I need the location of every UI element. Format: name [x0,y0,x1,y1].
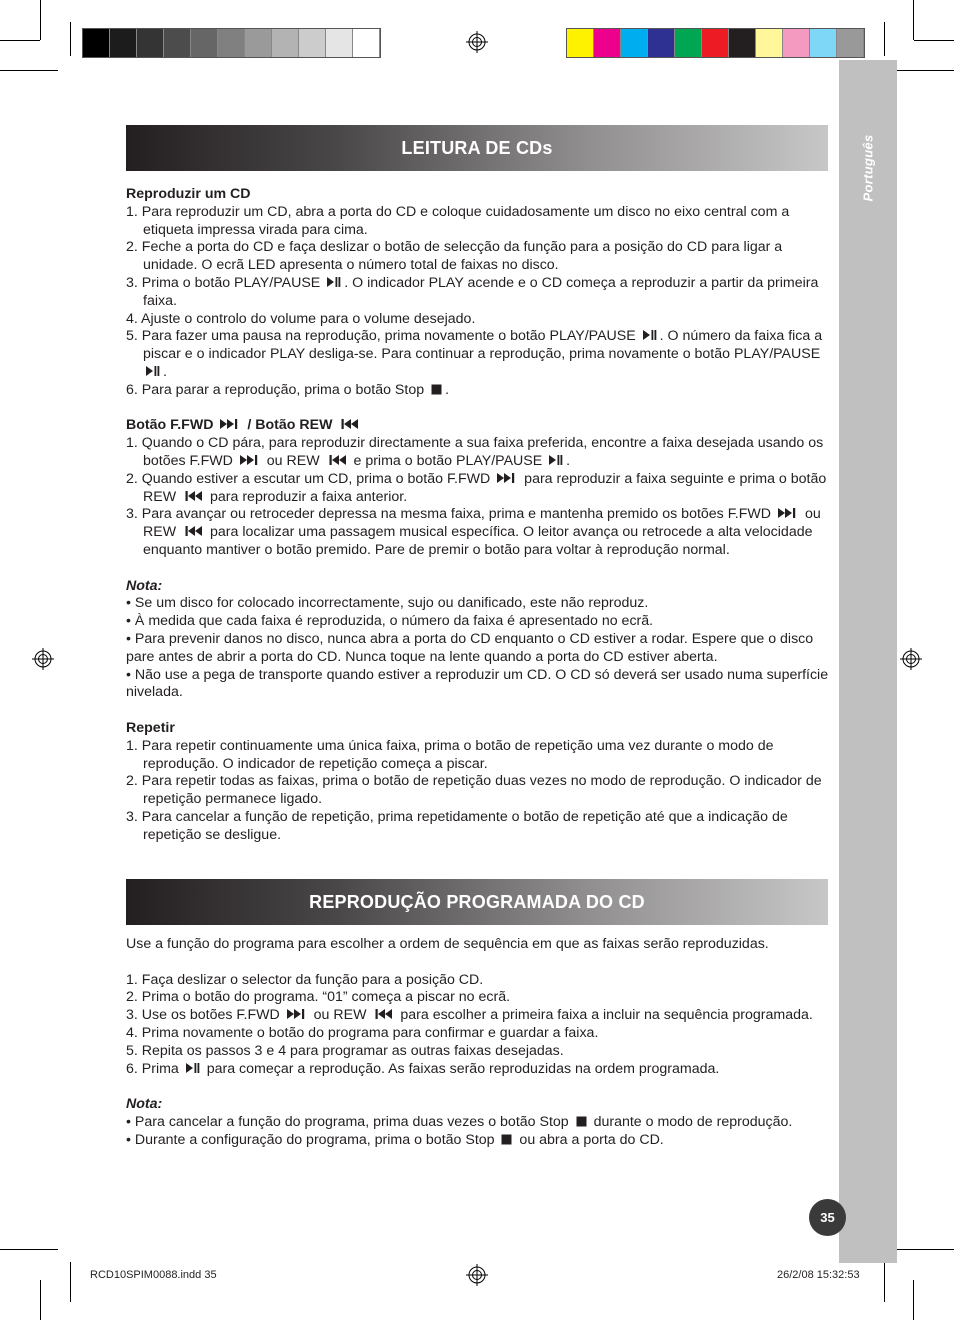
intro-text: Use a função do programa para escolher a ordem de sequência em que as faixas serão reproduzidas. [126,936,769,952]
list-item: 6. Para parar a reprodução, prima o botão Stop . [126,381,450,398]
play-pause-icon [643,329,657,341]
rewind-icon [327,454,347,466]
page-number: 35 [809,1199,846,1236]
list-item: 4. Ajuste o controlo do volume para o volume desejado. [126,310,476,327]
programmed-playback-content [126,936,832,1150]
language-side-tab [839,60,897,1263]
footer-timestamp: 26/2/08 15:32:53 [777,1269,860,1281]
list-item: 4. Prima novamente o botão do programa para confirmar e guardar a faixa. [126,1024,599,1041]
gray-swatch [191,29,218,57]
gray-swatch [164,29,191,57]
stop-icon [576,1116,587,1127]
gray-swatch [245,29,272,57]
rewind-icon [339,418,359,430]
note-heading: Nota: [126,577,163,594]
list-item: 2. Quando estiver a escutar um CD, prima o botão F.FWD para reproduzir a faixa seguinte e prima o botão REW para reproduzir a faixa anterior. [126,470,827,505]
section-title: LEITURA DE CDs [401,137,553,158]
language-tab-label-box [839,60,897,220]
color-swatch [648,29,675,57]
color-swatch [810,29,837,57]
list-item: 1. Faça deslizar o selector da função para a posição CD. [126,971,484,988]
section-header-programmed-playback [126,879,828,925]
play-pause-icon [327,276,341,288]
list-item: 3. Use os botões F.FWD ou REW para escolher a primeira faixa a incluir na sequência programada. [126,1007,813,1024]
list-item: 5. Repita os passos 3 e 4 para programar as outras faixas desejadas. [126,1042,564,1059]
footer-file-name: RCD10SPIM0088.indd 35 [90,1269,217,1281]
rewind-icon [373,1008,393,1020]
list-item: 2. Feche a porta do CD e faça deslizar o botão de selecção da função para a posição do CD para ligar a unidade. O ecrã LED apresenta o número total de faixas no disco. [126,239,783,274]
gray-swatch [83,29,110,57]
list-item: 1. Quando o CD pára, para reproduzir directamente a sua faixa preferida, encontre a faixa desejada usando os botões F.FWD ou REW e prima o botão PLAY/PAUSE . [126,435,824,469]
note-item: • Se um disco for colocado incorrectamente, sujo ou danificado, este não reproduz. [126,595,649,612]
section-title: REPRODUÇÃO PROGRAMADA DO CD [309,891,645,912]
play-pause-icon [146,365,160,377]
note-item: • À medida que cada faixa é reproduzida, o número da faixa é apresentado no ecrã. [126,613,654,630]
section-header-cd-playback [126,125,828,171]
list-item: 1. Para reproduzir um CD, abra a porta do CD e coloque cuidadosamente um disco no eixo central com a etiqueta impressa virada para cima. [126,203,790,238]
gray-swatch [353,29,380,57]
registration-mark-icon [466,31,488,53]
list-item: 2. Prima o botão do programa. “01” começa a piscar no ecrã. [126,989,511,1006]
color-swatch [621,29,648,57]
gray-swatch [110,29,137,57]
color-swatch-strip [566,28,865,58]
subheading-play-cd: Reproduzir um CD [126,186,251,202]
stop-icon [501,1134,512,1145]
gray-swatch [326,29,353,57]
subheading-fwd-rew: Botão F.FWD / Botão REW [126,417,832,435]
list-item: 3. Prima o botão PLAY/PAUSE . O indicador PLAY acende e o CD começa a reproduzir a partir da primeira faixa. [126,274,819,309]
gray-swatch [218,29,245,57]
list-item: 3. Para avançar ou retroceder depressa na mesma faixa, prima e mantenha premido os botões F.FWD ou REW para localizar uma passagem musical específica. O leitor avança ou retrocede a alta velocidade enquanto mantiver o botão premido. Pare de premir o botão para voltar à reprodução normal. [126,506,821,558]
color-swatch [567,29,594,57]
fast-forward-icon [220,418,240,430]
grayscale-swatch-strip [82,28,381,58]
registration-mark-icon [900,648,922,670]
note-item: • Para prevenir danos no disco, nunca abra a porta do CD enquanto o CD estiver a rodar. Espere que o disco pare antes de abrir a porta do CD. Nunca toque na lente quando a porta do CD estiver aberta. [126,630,814,665]
list-item: 1. Para repetir continuamente uma única faixa, prima o botão de repetição uma vez durante o modo de reprodução. O indicador de repetição começa a piscar. [126,737,774,772]
play-pause-icon [186,1062,200,1074]
fast-forward-icon [287,1008,307,1020]
fast-forward-icon [497,472,517,484]
subheading-repeat: Repetir [126,719,175,736]
registration-mark-icon [466,1264,488,1286]
color-swatch [594,29,621,57]
list-item: 6. Prima para começar a reprodução. As faixas serão reproduzidas na ordem programada. [126,1060,720,1077]
fast-forward-icon [240,454,260,466]
list-item: 2. Para repetir todas as faixas, prima o botão de repetição duas vezes no modo de reprodução. O indicador de repetição permanece ligado. [126,773,822,808]
gray-swatch [272,29,299,57]
color-swatch [837,29,864,57]
note-heading: Nota: [126,1096,163,1113]
color-swatch [729,29,756,57]
note-item: • Para cancelar a função do programa, prima duas vezes o botão Stop durante o modo de reprodução. [126,1113,793,1130]
play-pause-icon [549,454,563,466]
cd-playback-content [126,186,832,844]
color-swatch [756,29,783,57]
note-item: • Durante a configuração do programa, prima o botão Stop ou abra a porta do CD. [126,1131,664,1148]
fast-forward-icon [778,507,798,519]
stop-icon [431,384,442,395]
color-swatch [702,29,729,57]
rewind-icon [183,525,203,537]
list-item: 5. Para fazer uma pausa na reprodução, prima novamente o botão PLAY/PAUSE . O número da faixa fica a piscar e o indicador PLAY desliga-se. Para continuar a reprodução, prima novamente o botão PLAY/PAUSE . [126,328,823,380]
color-swatch [675,29,702,57]
language-tab-label: Português [860,134,876,202]
note-item: • Não use a pega de transporte quando estiver a reproduzir um CD. O CD só deverá ser usado numa superfície nivelada. [126,666,829,701]
gray-swatch [299,29,326,57]
rewind-icon [183,490,203,502]
gray-swatch [137,29,164,57]
color-swatch [783,29,810,57]
registration-mark-icon [32,648,54,670]
list-item: 3. Para cancelar a função de repetição, prima repetidamente o botão de repetição até que a indicação de repetição se desligue. [126,808,788,843]
